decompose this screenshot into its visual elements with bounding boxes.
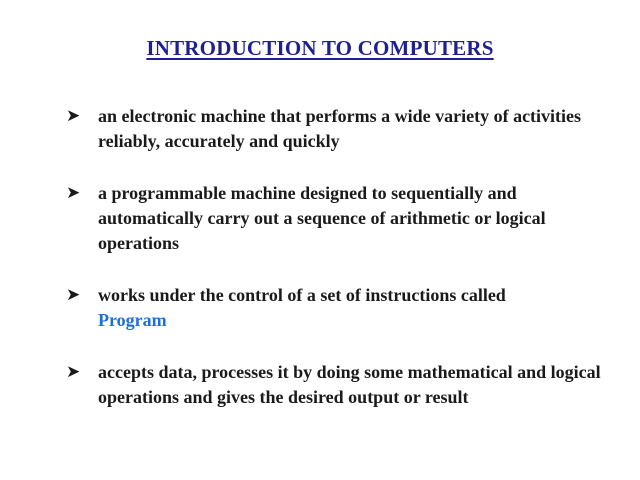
bullet-item [66, 181, 606, 256]
bullet-text: works under the control of a set of instructions called [98, 285, 506, 305]
bullet-item [66, 283, 606, 333]
bullet-text: accepts data, processes it by doing some mathematical and logical operations and gives the desired output or result [98, 362, 601, 407]
slide-title: INTRODUCTION TO COMPUTERS [146, 36, 494, 60]
arrowhead-bullet-icon: ➤ [66, 183, 81, 203]
arrowhead-bullet-icon: ➤ [66, 106, 81, 126]
bullet-text: a programmable machine designed to sequentially and automatically carry out a sequence of arithmetic or logical operations [98, 183, 546, 253]
arrowhead-bullet-icon: ➤ [66, 285, 81, 305]
arrowhead-bullet-icon: ➤ [66, 362, 81, 382]
bullet-item [66, 104, 606, 154]
bullet-text: an electronic machine that performs a wide variety of activities reliably, accurately and quickly [98, 106, 582, 151]
bullet-item [66, 360, 606, 410]
program-keyword: Program [98, 310, 167, 330]
bullet-list [66, 104, 606, 437]
